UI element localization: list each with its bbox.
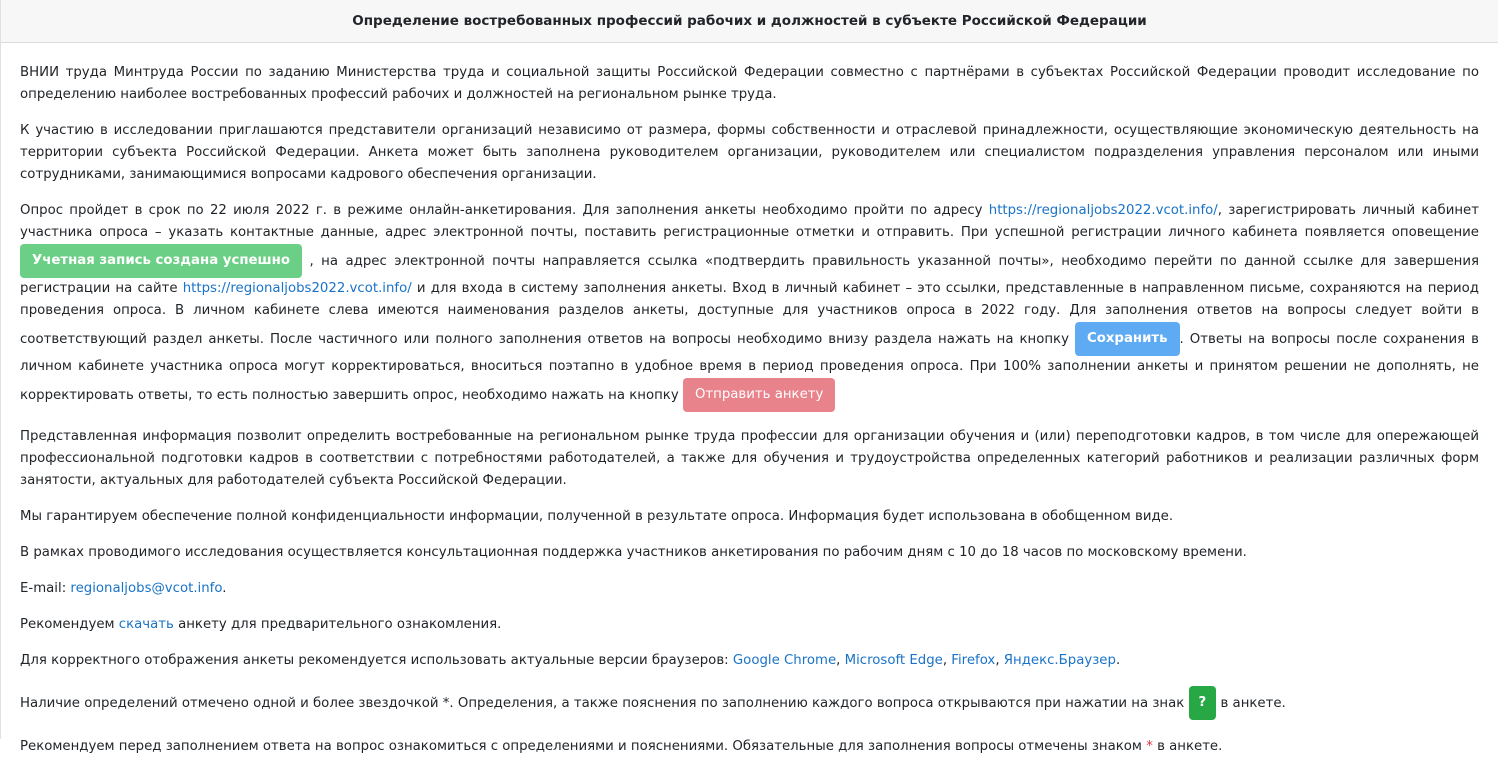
browser-recommendation (20, 650, 1479, 672)
send-survey-button[interactable]: Отправить анкету (683, 378, 835, 412)
survey-instructions (20, 200, 1479, 412)
download-suffix: анкету для предварительного ознакомления. (173, 617, 502, 632)
browsers-suffix: . (1115, 653, 1121, 668)
info-paragraph-1: Представленная информация позволит определить востребованные на региональном рынке труда профессии для организации обучения и (или) переподготовки кадров, в том числе для опережающей профессиональной подготовки кадров в соответствии с потребностями работодателей, а также для обучения и трудоустройства определенных категорий работников и реализации различных форм занятости, актуальных для работодателей субъекта Российской Федерации. (20, 429, 1479, 488)
download-recommendation (20, 614, 1479, 636)
intro-paragraph-1: ВНИИ труда Минтруда России по заданию Министерства труда и социальной защиты Российской Федерации совместно с партнёрами в субъектах Российской Федерации проводит исследование по определению наиболее востребованных профессий рабочих и должностей на региональном рынке труда. (20, 65, 1479, 102)
browsers-sep-1: , (836, 653, 845, 668)
info-paragraph-3: В рамках проводимого исследования осуществляется консультационная поддержка участников анкетирования по рабочим дням с 10 до 18 часов по московскому времени. (20, 545, 1247, 560)
survey-link-2[interactable]: https://regionaljobs2022.vcot.info/ (182, 281, 412, 296)
contact-email (20, 578, 1479, 600)
browsers-sep-2: , (942, 653, 952, 668)
info-paragraph-2: Мы гарантируем обеспечение полной конфиденциальности информации, полученной в результате опроса. Информация будет использована в обобщенном виде. (20, 509, 1174, 524)
firefox-link[interactable]: Firefox (951, 653, 996, 668)
email-link[interactable]: regionaljobs@vcot.info (70, 581, 223, 596)
required-suffix: в анкете. (1152, 739, 1223, 754)
survey-text-2: , зарегистрировать личный кабинет участника опроса – указать контактные данные, адрес электронной почты, поставить регистрационные отметки и отправить. При успешной регистрации личного кабинета появляется оповещение (20, 203, 1479, 240)
survey-text-5: . Ответы на вопросы после сохранения в личном кабинете участника опроса могут корректироваться, вноситься поэтапно в удобное время в период проведения опроса. При 100% заполнении анкеты и принятом решении не дополнять, не корректировать ответы, то есть полностью завершить опрос, необходимо нажать на кнопку (20, 332, 1479, 403)
yandex-browser-link[interactable]: Яндекс.Браузер (1003, 653, 1116, 668)
download-prefix: Рекомендуем (20, 617, 119, 632)
help-button[interactable]: ? (1189, 686, 1217, 720)
definitions-note (20, 686, 1479, 722)
survey-link-1[interactable]: https://regionaljobs2022.vcot.info/ (988, 203, 1218, 218)
survey-text-3: , на адрес электронной почты направляется ссылка «подтвердить правильность указанной почты», необходимо перейти по данной ссылке для завершения регистрации на сайте (20, 254, 1479, 296)
definitions-suffix: в анкете. (1216, 696, 1286, 711)
email-prefix: E-mail: (20, 581, 71, 596)
required-prefix: Рекомендуем перед заполнением ответа на вопрос ознакомиться с определениями и пояснениями. Обязательные для заполнения вопросы отмечены знаком (20, 739, 1147, 754)
email-suffix: . (222, 581, 227, 596)
intro-paragraph-2: К участию в исследовании приглашаются представители организаций независимо от размера, формы собственности и отраслевой принадлежности, осуществляющие экономическую деятельность на территории субъекта Российской Федерации. Анкета может быть заполнена руководителем организации, руководителем или специалистом подразделения управления персоналом или иными сотрудниками, занимающимися вопросами кадрового обеспечения организации. (20, 123, 1479, 182)
required-asterisk: * (1146, 739, 1153, 754)
definitions-prefix: Наличие определений отмечено одной и более звездочкой *. Определения, а также пояснения по заполнению каждого вопроса открываются при нажатии на знак (20, 696, 1189, 711)
survey-text-4: и для входа в систему заполнения анкеты. Вход в личный кабинет – это ссылки, представленные в направленном письме, сохраняются на период проведения опроса. В личном кабинете слева имеются наименования разделов анкеты, доступные для участников опроса в 2022 году. Для заполнения ответов на вопросы следует войти в соответствующий раздел анкеты. После частичного или полного заполнения ответов на вопросы необходимо внизу раздела нажать на кнопку (20, 281, 1479, 347)
download-link[interactable]: скачать (118, 617, 174, 632)
content (1, 43, 1498, 758)
edge-link[interactable]: Microsoft Edge (844, 653, 943, 668)
browsers-sep-3: , (995, 653, 1004, 668)
chrome-link[interactable]: Google Chrome (732, 653, 837, 668)
page-header (1, 0, 1498, 43)
save-button[interactable]: Сохранить (1075, 322, 1180, 356)
survey-text-1: Опрос пройдет в срок по 22 июля 2022 г. в режиме онлайн-анкетирования. Для заполнения анкеты необходимо пройти по адресу (20, 203, 989, 218)
required-note (20, 736, 1479, 758)
browsers-prefix: Для корректного отображения анкеты рекомендуется использовать актуальные версии браузеров: (20, 653, 733, 668)
page-title: Определение востребованных профессий рабочих и должностей в субъекте Российской Федерации (352, 13, 1147, 29)
account-created-badge: Учетная запись создана успешно (20, 244, 302, 278)
